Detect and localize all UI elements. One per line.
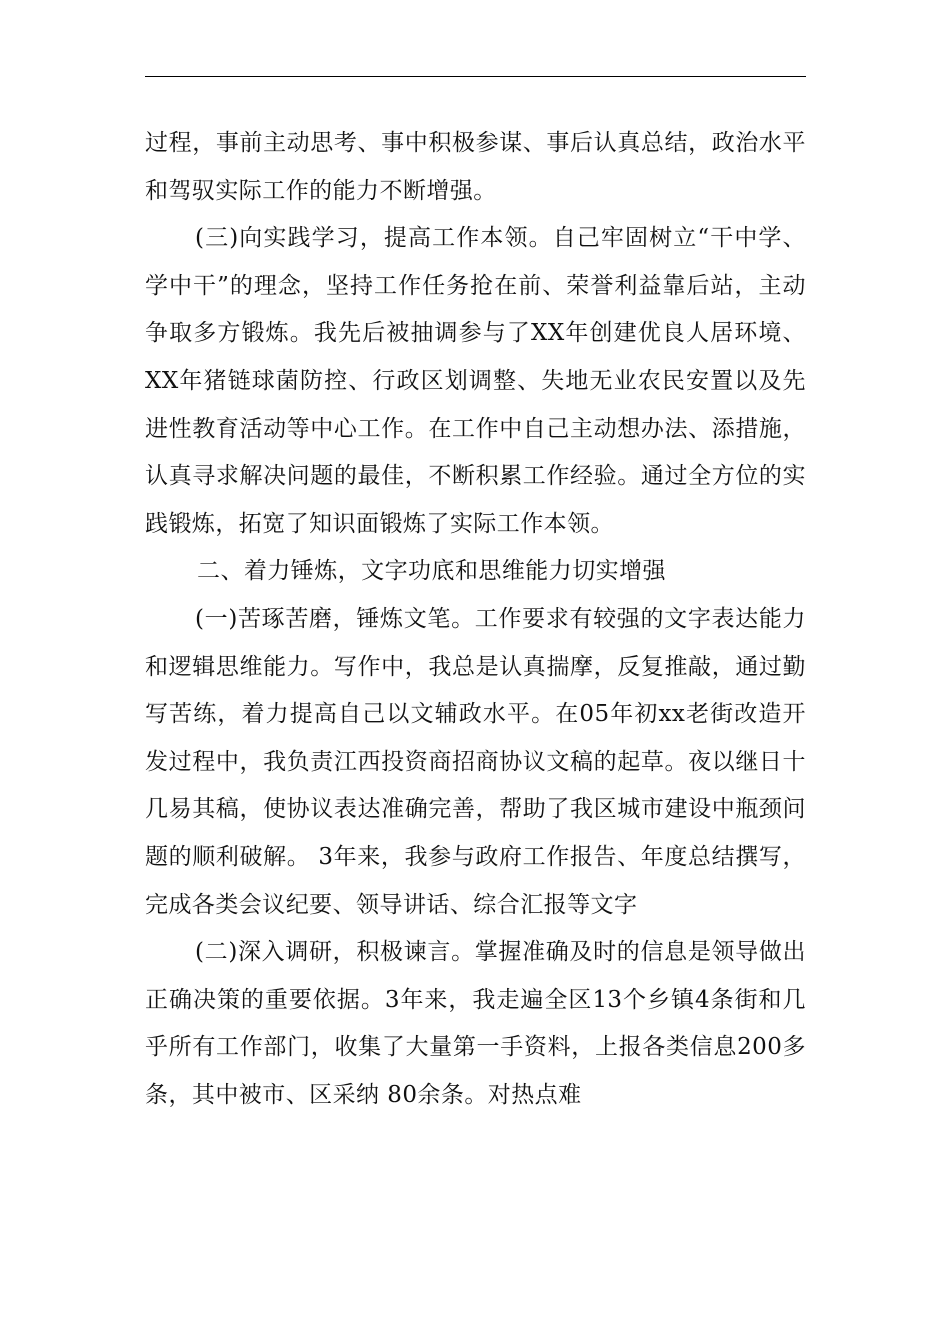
header-rule	[145, 76, 806, 77]
document-body	[145, 120, 806, 1119]
paragraph-continuation: 过程，事前主动思考、事中积极参谋、事后认真总结，政治水平和驾驭实际工作的能力不断增强。	[145, 130, 806, 204]
paragraph-practice-learning: (三)向实践学习，提高工作本领。自己牢固树立“干中学、学中干”的理念，坚持工作任务抢在前、荣誉利益靠后站，主动争取多方锻炼。我先后被抽调参与了XX年创建优良人居环境、XX年猪链球菌防控、行政区划调整、失地无业农民安置以及先进性教育活动等中心工作。在工作中自己主动想办法、添措施，认真寻求解决问题的最佳，不断积累工作经验。通过全方位的实践锻炼，拓宽了知识面锻炼了实际工作本领。	[145, 225, 806, 537]
section-heading-writing-skills: 二、着力锤炼，文字功底和思维能力切实增强	[197, 558, 666, 585]
paragraph-research-advice: (二)深入调研，积极谏言。掌握准确及时的信息是领导做出正确决策的重要依据。3年来，我走遍全区13个乡镇4条街和几乎所有工作部门，收集了大量第一手资料，上报各类信息200多条，其中被市、区采纳 80余条。对热点难	[145, 939, 806, 1108]
paragraph-writing-practice: (一)苦琢苦磨，锤炼文笔。工作要求有较强的文字表达能力和逻辑思维能力。写作中，我总是认真揣摩，反复推敲，通过勤写苦练，着力提高自己以文辅政水平。在05年初xx老街改造开发过程中，我负责江西投资商招商协议文稿的起草。夜以继日十几易其稿，使协议表达准确完善，帮助了我区城市建设中瓶颈问题的顺利破解。 3年来，我参与政府工作报告、年度总结撰写，完成各类会议纪要、领导讲话、综合汇报等文字	[145, 605, 806, 918]
